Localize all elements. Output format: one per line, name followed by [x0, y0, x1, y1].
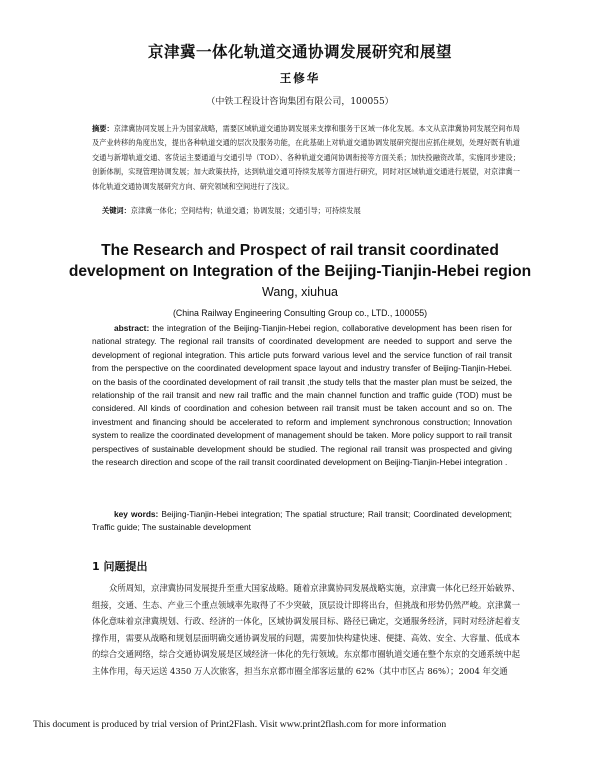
english-abstract-label: abstract:: [114, 323, 150, 333]
english-abstract: [92, 322, 512, 469]
chinese-keywords-text: 京津冀一体化；空间结构；轨道交通；协调发展；交通引导；可持续发展: [130, 206, 361, 215]
chinese-keywords: [102, 206, 522, 216]
english-keywords-label: key words:: [114, 509, 159, 519]
chinese-abstract-label: 摘要：: [92, 124, 114, 133]
chinese-keywords-label: 关键词：: [102, 206, 131, 215]
english-title-line-2: development on Integration of the Beijing-Tianjin-Hebei region: [68, 263, 532, 280]
english-abstract-text: the integration of the Beijing-Tianjin-Hebei region, collaborative development has been risen for national strategy. The regional rail transits of coordinated development are needed to support and serve the development of regional integration. This article puts forward various level and the service function of rail transit from the perspective on the coordinated development space layout and industry transfer of Beijing-Tianjin-Hebei. on the basis of the coordinated development of rail transit ,the study tells that the master plan must be seized, the relationship of the rail transit and new rail traffic and the main channel function and traffic guide (TOD) must be considered. All kinds of coordination and cohesion between rail transit must be taken account and so on. The investment and financing should be accelerated to reform and implement synchronous construction; Innovation system to realize the coordinated development of management should be taken. More policy support to rail transit perspectives of sustainable development should be studied. The regional rail transit was prospected and giving the research direction and scope of the rail transit coordinated development on Beijing-Tianjin-Hebei integration .: [92, 323, 512, 468]
english-title-line-1: The Research and Prospect of rail transit coordinated: [101, 242, 499, 259]
english-title: [0, 240, 600, 282]
trial-watermark-footer: This document is produced by trial version of Print2Flash. Visit www.print2flash.com for more information: [33, 719, 447, 730]
chinese-affiliation: （中铁工程设计咨询集团有限公司，100055）: [206, 97, 394, 107]
section-paragraph: 众所周知，京津冀协同发展提升至重大国家战略。随着京津冀协同发展战略实施，京津冀一体化已经开始破界、组接，交通、生态、产业三个重点领域率先取得了不少突破，顶层设计即将出台，但挑战和形势仍然严峻。京津冀一体化意味着京津冀规划、行政、经济的一体化，区域协调发展目标、路径已确定，交通服务经济，同时对经济起着支撑作用，需要从战略和规划层面明确交通协调发展的问题，需要加快构建快速、便捷、高效、安全、大容量、低成本的综合交通网络，综合交通协调发展是区域经济一体化的先行领域。东京都市圈轨道交通在整个东京的交通系统中起主体作用，每天运送 4350 万人次旅客，担当东京都市圈全部客运量的 62%（其中市区占 86%）；2004 年交通: [92, 583, 520, 676]
english-affiliation: (China Railway Engineering Consulting Group co., LTD., 100055): [172, 308, 428, 318]
english-author: Wang, xiuhua: [262, 285, 338, 299]
english-keywords-text: Beijing-Tianjin-Hebei integration; The spatial structure; Rail transit; Coordinated development; Traffic guide; The sustainable development: [92, 509, 512, 533]
section-heading: 1 问题提出: [92, 560, 148, 573]
chinese-abstract-text: 京津冀协同发展上升为国家战略，需要区域轨道交通协调发展来支撑和服务于区域一体化发展。本文从京津冀协同发展空间布局及产业转移的角度出发，提出各种轨道交通的层次及服务功能，在此基础上对轨道交通协调发展研究提出应抓住规划，处理好既有轨道交通与新增轨道交通、客货运主要通道与交通引导（TOD）、各种轨道交通间协调衔接等方面关系；加快投融资改革，实施同步建设；创新体制，实现管理协调发展；加大政策扶持，达到轨道交通可持续发展等方面进行研究，同时对区域轨道交通进行展望，对京津冀一体化轨道交通协调发展研究方向、研究领域和空间进行了浅议。: [92, 124, 520, 191]
chinese-author: 王修华: [279, 71, 321, 85]
chinese-abstract: [92, 122, 520, 194]
chinese-title: 京津冀一体化轨道交通协调发展研究和展望: [147, 43, 452, 61]
english-keywords: [92, 508, 512, 535]
